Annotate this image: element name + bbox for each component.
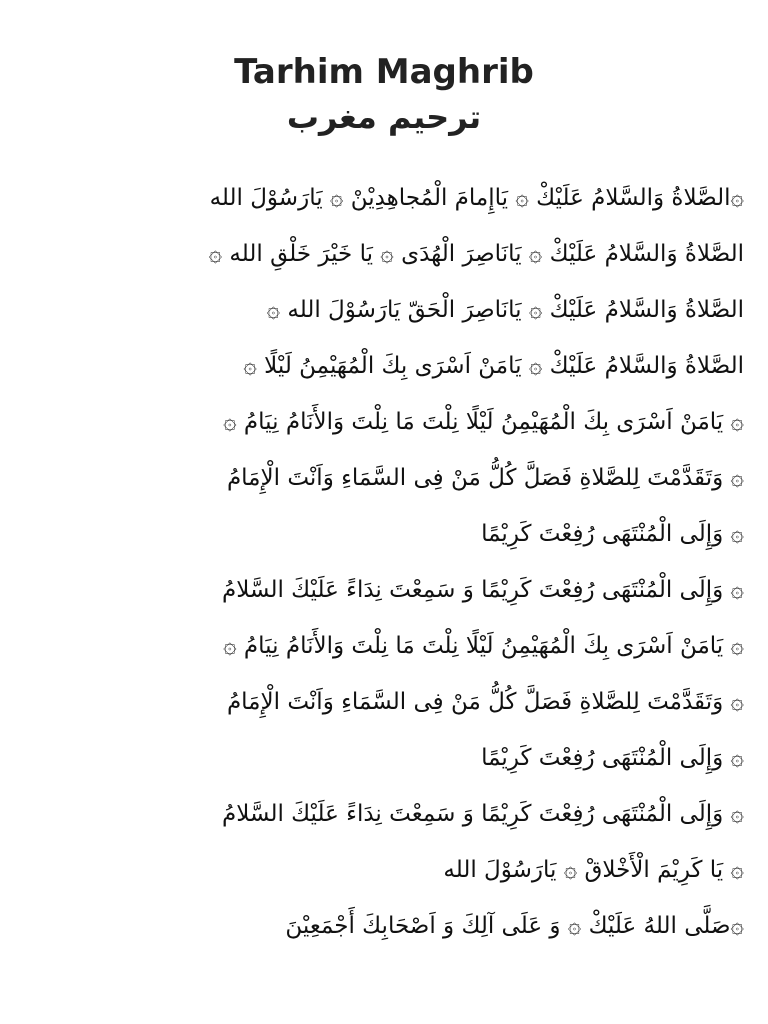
document-title-arabic: ترحيم مغرب — [286, 98, 482, 136]
verse-line: ۞صَلَّى اللهُ عَلَيْكْ ۞ وَ عَلَى آلِكَ وَ اَصْحَابِكَ أَجْمَعِيْنَ — [285, 913, 744, 939]
verse-line: ۞ وَإِلَى الْمُنْتَهَى رُفِعْتَ كَرِيْمًا وَ سَمِعْتَ نِدَاءً عَلَيْكَ السَّلامُ — [221, 577, 744, 603]
verse-line: الصَّلاةُ وَالسَّلامُ عَلَيْكْ ۞ يَانَاصِرَ الْهُدَى ۞ يَا خَيْرَ خَلْقِ الله ۞ — [208, 241, 744, 267]
verse-line: ۞ وَإِلَى الْمُنْتَهَى رُفِعْتَ كَرِيْمًا — [481, 745, 744, 771]
verse-line: ۞ وَتَقَدَّمْتَ لِلصَّلاةِ فَصَلَّ كُلُّ مَنْ فِى السَّمَاءِ وَاَنْتَ الْإِمَامُ — [226, 689, 744, 715]
verse-line: ۞ يَامَنْ اَسْرَى بِكَ الْمُهَيْمِنُ لَيْلًا نِلْتَ مَا نِلْتَ وَالأَنَامُ نِيَامُ ۞ — [223, 409, 744, 435]
verse-line: ۞ وَتَقَدَّمْتَ لِلصَّلاةِ فَصَلَّ كُلُّ مَنْ فِى السَّمَاءِ وَاَنْتَ الْإِمَامُ — [226, 465, 744, 491]
verse-line: ۞الصَّلاةُ وَالسَّلامُ عَلَيْكْ ۞ يَاإِمامَ الْمُجاهِدِيْنْ ۞ يَارَسُوْلَ الله — [209, 185, 744, 211]
verse-line: ۞ يَا كَرِيْمَ الْأَخْلاقْ ۞ يَارَسُوْلَ الله — [443, 857, 744, 883]
document-title-latin: Tarhim Maghrib — [234, 52, 534, 92]
verse-line: الصَّلاةُ وَالسَّلامُ عَلَيْكْ ۞ يَانَاصِرَ الْحَقّ يَارَسُوْلَ الله ۞ — [266, 297, 744, 323]
verse-line: الصَّلاةُ وَالسَّلامُ عَلَيْكْ ۞ يَامَنْ اَسْرَى بِكَ الْمُهَيْمِنُ لَيْلًا ۞ — [243, 353, 744, 379]
verse-line: ۞ وَإِلَى الْمُنْتَهَى رُفِعْتَ كَرِيْمًا — [481, 521, 744, 547]
verse-line: ۞ يَامَنْ اَسْرَى بِكَ الْمُهَيْمِنُ لَيْلًا نِلْتَ مَا نِلْتَ وَالأَنَامُ نِيَامُ ۞ — [223, 633, 744, 659]
verse-line: ۞ وَإِلَى الْمُنْتَهَى رُفِعْتَ كَرِيْمًا وَ سَمِعْتَ نِدَاءً عَلَيْكَ السَّلامُ — [221, 801, 744, 827]
verse-lines — [40, 170, 744, 954]
